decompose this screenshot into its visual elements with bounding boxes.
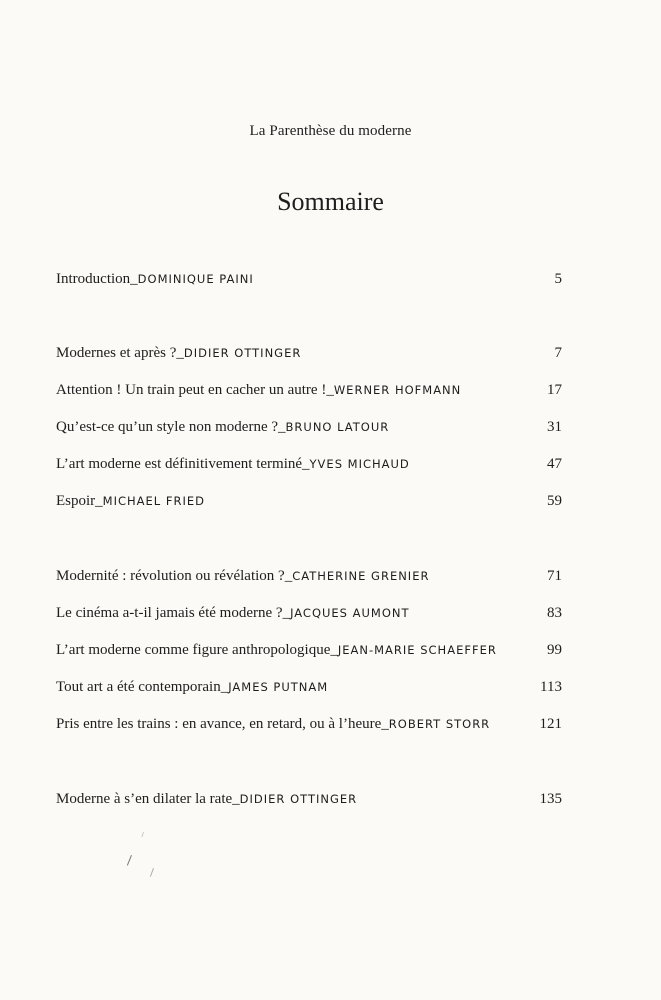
toc-entry [56,604,562,626]
entry-text [56,455,410,473]
entry-author: JAMES PUTNAM [228,680,329,694]
entry-page-number: 47 [547,456,562,472]
entry-page-number: 17 [547,382,562,398]
entry-author: JEAN-MARIE SCHAEFFER [337,643,497,657]
entry-author: CATHERINE GRENIER [292,569,430,583]
book-title: La Parenthèse du moderne [249,123,412,139]
entry-separator: _ [284,568,293,584]
entry-title: L’art moderne est définitivement terminé [56,456,303,472]
entry-author: DOMINIQUE PAINI [137,272,254,286]
entry-separator: _ [220,679,229,695]
entry-title: Moderne à s’en dilater la rate [56,791,233,807]
entry-page-number: 135 [539,791,562,807]
toc-entry [56,270,562,292]
entry-title: Pris entre les trains : en avance, en retard, ou à l’heure [56,716,382,732]
entry-page-number: 113 [540,679,562,695]
entry-text [56,344,301,362]
toc-entry [56,418,562,440]
pencil-mark [150,868,154,877]
toc-entry [56,641,562,663]
entry-text [56,567,429,585]
entry-title: L’art moderne comme figure anthropologique [56,642,331,658]
entry-text [56,790,357,808]
entry-text [56,418,389,436]
entry-text [56,678,328,696]
entry-text [56,604,410,622]
entry-page-number: 71 [547,568,562,584]
toc-entry [56,381,562,403]
toc-entry [56,492,562,514]
entry-title: Espoir [56,493,96,509]
entry-title: Attention ! Un train peut en cacher un autre ! [56,382,327,398]
entry-page-number: 7 [554,345,562,361]
entry-author: YVES MICHAUD [309,457,410,471]
entry-title: Introduction [56,271,131,287]
entry-author: MICHAEL FRIED [102,494,205,508]
entry-separator: _ [381,716,389,732]
entry-text [56,270,254,288]
entry-title: Tout art a été contemporain [56,679,221,695]
entry-text [56,381,461,399]
entry-text [56,715,490,733]
toc-entry [56,344,562,366]
entry-author: JACQUES AUMONT [290,606,410,620]
entry-page-number: 31 [547,419,562,435]
entry-separator: _ [95,493,103,509]
entry-separator: _ [302,456,310,472]
entry-separator: _ [278,419,286,435]
pencil-mark [141,832,143,837]
entry-text [56,641,497,659]
entry-author: DIDIER OTTINGER [183,346,302,360]
toc-entry [56,715,562,737]
entry-title: Qu’est-ce qu’un style non moderne ? [56,419,279,435]
page-heading: Sommaire [277,187,384,216]
entry-separator: _ [330,642,338,658]
entry-separator: _ [232,791,240,807]
entry-page-number: 5 [554,271,562,287]
toc-entry [56,678,562,700]
entry-separator: _ [130,271,138,287]
entry-page-number: 83 [547,605,562,621]
entry-author: ROBERT STORR [388,717,491,731]
entry-page-number: 121 [539,716,562,732]
entry-author: WERNER HOFMANN [333,383,462,397]
entry-separator: _ [282,605,291,621]
toc-entry [56,790,562,812]
toc-entry [56,567,562,589]
entry-page-number: 99 [547,642,562,658]
entry-title: Modernes et après ? [56,345,177,361]
entry-author: BRUNO LATOUR [285,420,390,434]
pencil-mark [127,855,132,866]
entry-separator: _ [326,382,334,398]
entry-separator: _ [176,345,184,361]
toc-entry [56,455,562,477]
entry-page-number: 59 [547,493,562,509]
entry-title: Le cinéma a-t-il jamais été moderne ? [56,605,283,621]
entry-author: DIDIER OTTINGER [239,792,358,806]
entry-title: Modernité : révolution ou révélation ? [56,568,285,584]
entry-text [56,492,205,510]
